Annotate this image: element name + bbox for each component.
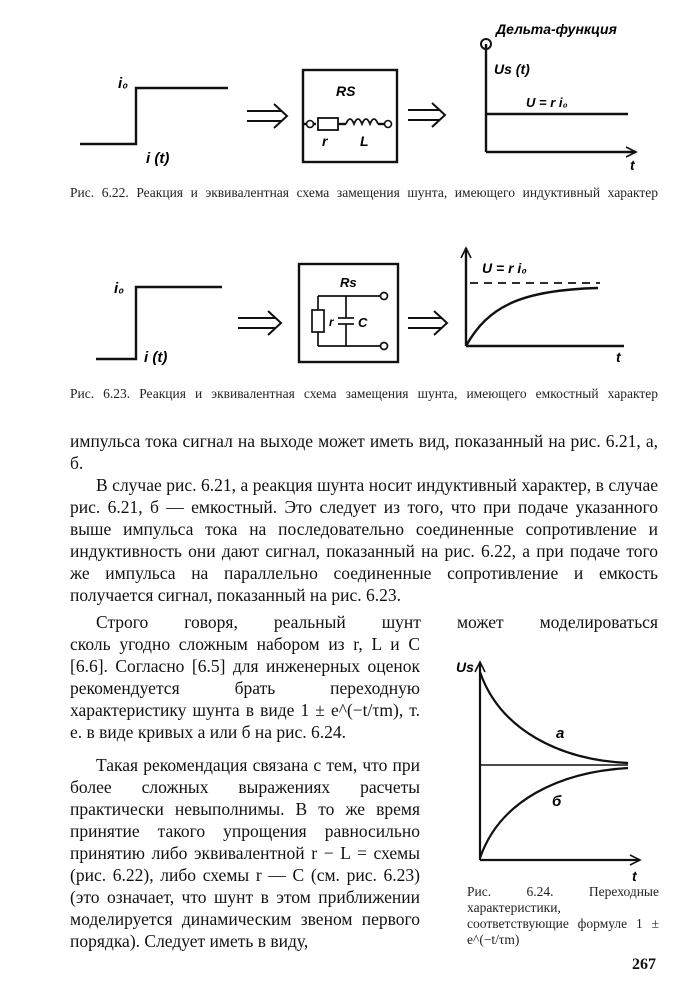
fig24-caption: Рис. 6.24. Переходные характеристики, соответствующие формуле 1 ± e^(−t/τm) <box>467 884 659 947</box>
fig23-r-label: r <box>329 315 334 329</box>
fig23-t-label: t <box>616 349 621 365</box>
page-number: 267 <box>632 956 656 973</box>
fig22-output-label: Us (t) <box>494 61 530 77</box>
paragraph-3-lead-text: Строго говоря, реальный шунт может моделироваться <box>96 612 658 632</box>
fig22-r-label: r <box>322 133 328 149</box>
fig24-t-label: t <box>632 868 637 884</box>
fig23-i0-label: i₀ <box>114 280 125 297</box>
fig23-input-axis-label: i (t) <box>144 349 168 366</box>
fig24-curve-b-label: б <box>552 793 562 810</box>
fig22-delta-label: Дельта-функция <box>496 21 617 37</box>
paragraph-2-text: В случае рис. 6.21, а реакция шунта носит индуктивный характер, в случае рис. 6.21, б — емкостный. Это следует из того, что при подаче указанного выше импульса тока на последовательно соединенные сопротивление и индуктивность они дают сигнал, показанный на рис. 6.22, а при подаче того же импульса на параллельно соединенные сопротивление и емкость получается сигнал, показанный на рис. 6.23. <box>70 475 658 605</box>
fig22-block-title: RS <box>336 83 356 99</box>
curve-a <box>480 672 628 763</box>
fig22-t-label: t <box>630 157 635 173</box>
fig24-curve-a-label: a <box>556 725 565 742</box>
fig23-level-label: U = r i₀ <box>482 260 527 276</box>
fig23-block-title: Rs <box>340 275 357 290</box>
fig22-input-axis-label: i (t) <box>146 150 170 167</box>
fig23-caption: Рис. 6.23. Реакция и эквивалентная схема замещения шунта, имеющего емкостный характер <box>70 386 658 401</box>
paragraph-4-text: Такая рекомендация связана с тем, что при более сложных выражениях расчеты практически невыполнимы. В то же время принятие такого упрощения равносильно принятию либо эквивалентной r − L = схемы (рис. 6.22), либо схемы r — C (см. рис. 6.23) (это означает, что шунт в этом приближении моделируется динамическим звеном первого порядка). Следует иметь в виду, <box>70 755 420 951</box>
curve-b <box>480 768 628 858</box>
fig22-caption: Рис. 6.22. Реакция и эквивалентная схема замещения шунта, имеющего индуктивный характер <box>70 185 658 200</box>
fig22-L-label: L <box>360 133 369 149</box>
fig23-C-label: C <box>358 315 368 330</box>
fig22-level-label: U = r i₀ <box>526 95 568 110</box>
fig22-i0-label: i₀ <box>118 75 129 92</box>
paragraph-3-text: сколь угодно сложным набором из r, L и C [6.6]. Согласно [6.5] для инженерных оценок рекомендуется брать переходную характеристику шунта в виде 1 ± e^(−t/τm), т. е. в виде кривых а или б на рис. 6.24. <box>70 634 420 742</box>
paragraph-1-text: импульса тока сигнал на выходе может иметь вид, показанный на рис. 6.21, а, б. <box>70 431 658 473</box>
fig24-y-label: Us <box>456 659 474 675</box>
